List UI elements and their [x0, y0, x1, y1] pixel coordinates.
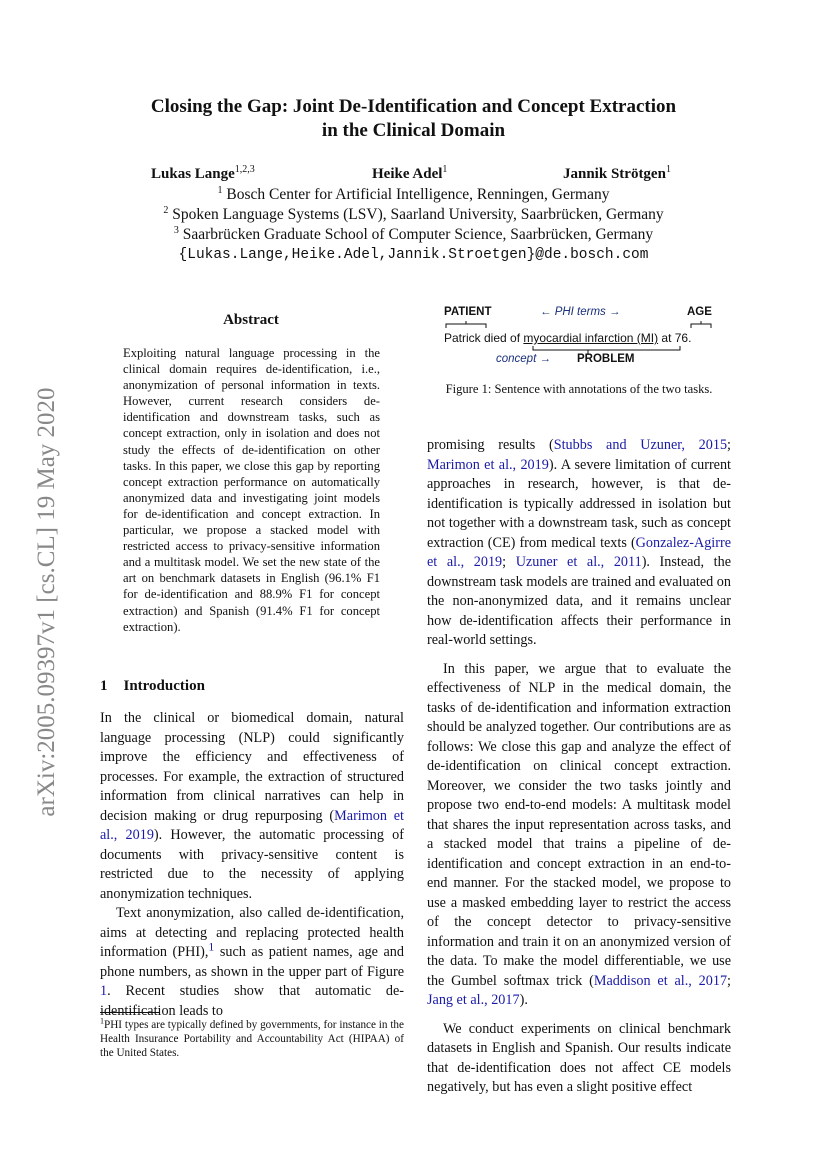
- paragraph: Text anonymization, also called de-identification, aims at detecting and replacing protected health information (PHI),$^1$ such as patient names, age and phone numbers, as shown in the upper part of Figure 1. Recent studies show that automatic de-identification leads to: [100, 905, 404, 1019]
- footnote-rule: [100, 1012, 160, 1013]
- abstract-text: Exploiting natural language processing in the clinical domain requires de-identification, i.e., anonymization of personal information in texts. However, current research considers de-identification and downstream tasks, such as concept extraction, only in isolation and does not study the effects of de-identification on other tasks. In this paper, we close this gap by reporting concept extraction performance on automatically anonymized data and investigating joint models for de-identification and concept extraction. In particular, we propose a stacked model with restricted access to privacy-sensitive information and a multitask model. We set the new state of the art on benchmark datasets in English (96.1% F1 for de-identification and 88.9% F1 for concept extraction) and Spanish (91.4% F1 for concept extraction).: [123, 346, 380, 634]
- citation-link[interactable]: Jang et al., 2017: [427, 992, 520, 1008]
- citation-link[interactable]: Marimon et al., 2019: [427, 456, 549, 473]
- paragraph: In this paper, we argue that to evaluate the effectiveness of NLP in the medical domain, the tasks of de-identification and information extraction should be analyzed together. Our contributions are as follows: We close this gap and analyze the effect of de-identification on clinical concept extraction. Moreover, we consider the two tasks jointly and propose two end-to-end models: A multitask model that shares the input representation across tasks, and a stacked model that trains a pipeline of de-identification and concept extraction in an end-to-end manner. For the stacked model, we propose to use a masked embedding layer to restrict the access of the concept detector to privacy-sensitive information and train it on an anonymized version of the data. To make the model differentiable, we use the Gumbel softmax trick (Maddison et al., 2017; Jang et al., 2017).: [427, 660, 731, 1008]
- citation-link[interactable]: Gonzalez-Agirre et al., 2019: [427, 534, 731, 570]
- paragraph: In the clinical or biomedical domain, natural language processing (NLP) could significantly improve the efficiency and effectiveness of processes. For example, the extraction of structured information from clinical narratives can help in decision making or drug repurposing (Marimon et al., 2019). However, the automatic processing of documents with privacy-sensitive content is restricted due to the necessity of applying anonymization techniques.: [100, 710, 404, 902]
- author-3: [563, 166, 671, 183]
- figure-link[interactable]: 1: [100, 983, 108, 999]
- concept-label: concept →: [496, 353, 551, 365]
- problem-label: PROBLEM: [577, 353, 635, 365]
- citation-link[interactable]: Stubbs and Uzuner, 2015: [553, 437, 728, 453]
- affiliation-2: $^2$ Spoken Language Systems (LSV), Saarland University, Saarbrücken, Germany: [163, 204, 664, 223]
- example-sentence: Patrick died of myocardial infarction (MI) at 76.: [444, 331, 692, 345]
- age-label: AGE: [687, 306, 712, 318]
- footnote-link[interactable]: 1: [208, 939, 215, 954]
- footnote: $^1$PHI types are typically defined by governments, for instance in the Health Insurance Portability and Accountability Act (HIPAA) of the United States.: [100, 1016, 404, 1059]
- author-name: Jannik Strötgen: [563, 166, 666, 182]
- author-email: {Lukas.Lange,Heike.Adel,Jannik.Stroetgen}@de.bosch.com: [178, 247, 649, 263]
- arxiv-stamp: arXiv:2005.09397v1 [cs.CL] 19 May 2020: [33, 387, 60, 817]
- author-affiliation-mark: 1,2,3: [234, 164, 255, 175]
- author-name: Heike Adel: [372, 166, 443, 182]
- paragraph: We conduct experiments on clinical benchmark datasets in English and Spanish. Our results indicate that de-identification does not affect CE models negatively, but has even a slight positive effect: [427, 1020, 731, 1095]
- title-line-2: in the Clinical Domain: [321, 120, 506, 141]
- citation-link[interactable]: Maddison et al., 2017: [593, 972, 728, 989]
- patient-label: PATIENT: [444, 306, 492, 318]
- author-name: Lukas Lange: [151, 166, 235, 182]
- author-affiliation-mark: 1: [442, 164, 448, 175]
- abstract-heading: Abstract: [223, 312, 279, 328]
- author-2: [372, 166, 447, 183]
- paragraph: promising results (Stubbs and Uzuner, 2015; Marimon et al., 2019). A severe limitation of current approaches in research, however, is that de-identification is typically addressed in isolation but not together with a downstream task, such as concept extraction (CE) from medical texts (Gonzalez-Agirre et al., 2019; Uzuner et al., 2011). Instead, the downstream task models are trained and evaluated on the non-anonymized data, and it remains unclear how de-identification affects their performance in real-world settings.: [427, 437, 732, 648]
- affiliation-3: $^3$ Saarbrücken Graduate School of Computer Science, Saarbrücken, Germany: [173, 224, 654, 243]
- affiliation-1: $^1$ Bosch Center for Artificial Intelligence, Renningen, Germany: [217, 184, 610, 203]
- citation-link[interactable]: Marimon et al., 2019: [100, 807, 404, 843]
- author-1: [151, 166, 255, 183]
- paper-title: [0, 95, 827, 143]
- citation-link[interactable]: Uzuner et al., 2011: [515, 554, 642, 570]
- figure-1: [438, 300, 728, 372]
- left-column-body: [100, 709, 404, 1021]
- figure-caption: Figure 1: Sentence with annotations of the two tasks.: [445, 382, 713, 396]
- section-heading: 1 Introduction: [100, 678, 205, 694]
- author-affiliation-mark: 1: [665, 164, 671, 175]
- title-line-1: Closing the Gap: Joint De-Identification and Concept Extraction: [150, 96, 677, 117]
- phi-terms-label: ← PHI terms →: [540, 306, 621, 318]
- right-column-body: [427, 436, 731, 1098]
